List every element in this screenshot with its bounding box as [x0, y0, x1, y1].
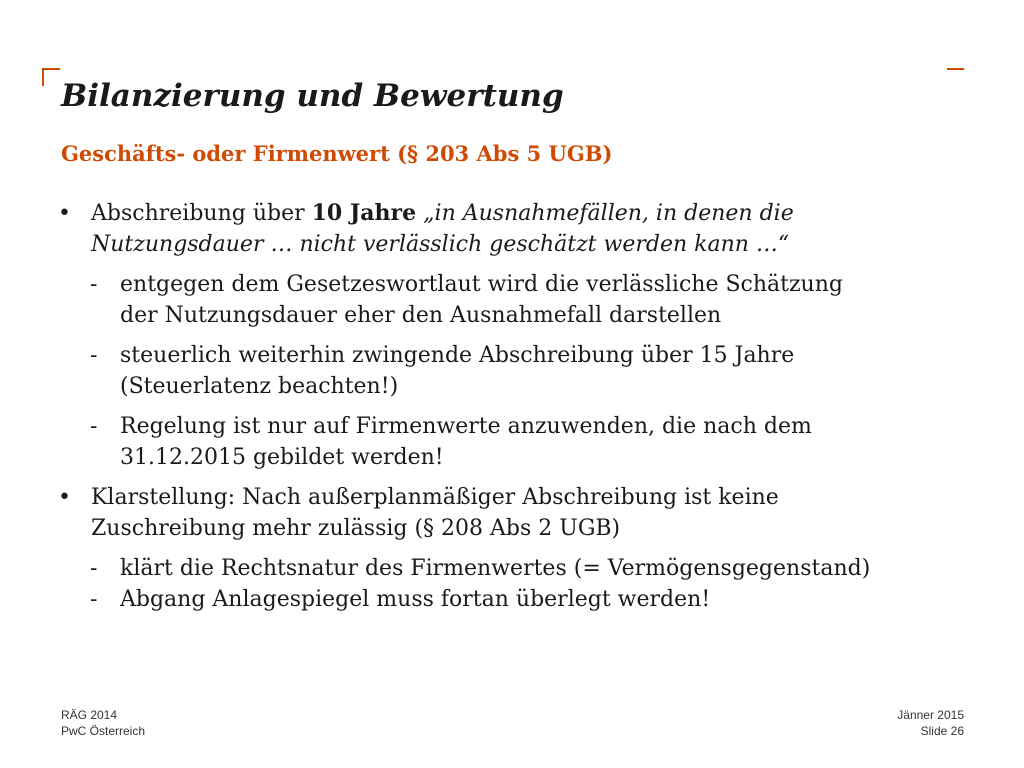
sub-item-line: entgegen dem Gesetzeswortlaut wird die verlässliche Schätzung: [120, 272, 843, 297]
sub-item: [58, 340, 978, 402]
slide-subtitle: Geschäfts- oder Firmenwert (§ 203 Abs 5 UGB): [61, 141, 613, 166]
sub-item-line: Regelung ist nur auf Firmenwerte anzuwenden, die nach dem: [120, 414, 812, 439]
sub-item-line: Abgang Anlagespiegel muss fortan überlegt werden!: [120, 587, 711, 612]
sub-item: [58, 584, 978, 615]
slide-title: Bilanzierung und Bewertung: [61, 78, 564, 114]
dash-marker: -: [90, 272, 98, 297]
bullet-line: Zuschreibung mehr zulässig (§ 208 Abs 2 UGB): [91, 516, 621, 541]
sub-item-line: klärt die Rechtsnatur des Firmenwertes (= Vermögensgegenstand): [120, 556, 871, 581]
bullet-text: Abschreibung über: [91, 201, 312, 226]
bullet-marker: •: [58, 201, 71, 226]
corner-mark-left-vertical: [42, 68, 44, 86]
sub-item: [58, 411, 978, 473]
sub-item-line: 31.12.2015 gebildet werden!: [120, 445, 444, 470]
sub-item-line: steuerlich weiterhin zwingende Abschreibung über 15 Jahre: [120, 343, 795, 368]
corner-mark-left-horizontal: [42, 68, 60, 70]
bullet-item: [58, 482, 978, 544]
footer-left: [61, 707, 145, 739]
dash-marker: -: [90, 556, 98, 581]
bullet-marker: •: [58, 485, 71, 510]
footer-company: PwC Österreich: [61, 724, 146, 738]
bullet-line: Klarstellung: Nach außerplanmäßiger Abschreibung ist keine: [91, 485, 779, 510]
bullet-item: [58, 198, 978, 260]
footer-date: Jänner 2015: [897, 708, 964, 722]
sub-item-line: der Nutzungsdauer eher den Ausnahmefall darstellen: [120, 303, 722, 328]
footer-topic: RÄG 2014: [61, 708, 118, 722]
dash-marker: -: [90, 414, 98, 439]
footer-right: [897, 707, 964, 739]
slide-body: [58, 198, 978, 624]
bullet-emphasis: 10 Jahre: [311, 200, 417, 226]
sub-item: [58, 269, 978, 331]
bullet-line: Nutzungsdauer … nicht verlässlich geschätzt werden kann …“: [91, 232, 790, 257]
dash-marker: -: [90, 587, 98, 612]
dash-marker: -: [90, 343, 98, 368]
corner-mark-right-horizontal: [947, 68, 964, 70]
sub-item: [58, 553, 978, 584]
bullet-quote: „in Ausnahmefällen, in denen die: [416, 201, 794, 226]
footer-slide-number: Slide 26: [920, 724, 964, 738]
sub-item-line: (Steuerlatenz beachten!): [120, 374, 399, 399]
bullet-line: [91, 198, 978, 229]
